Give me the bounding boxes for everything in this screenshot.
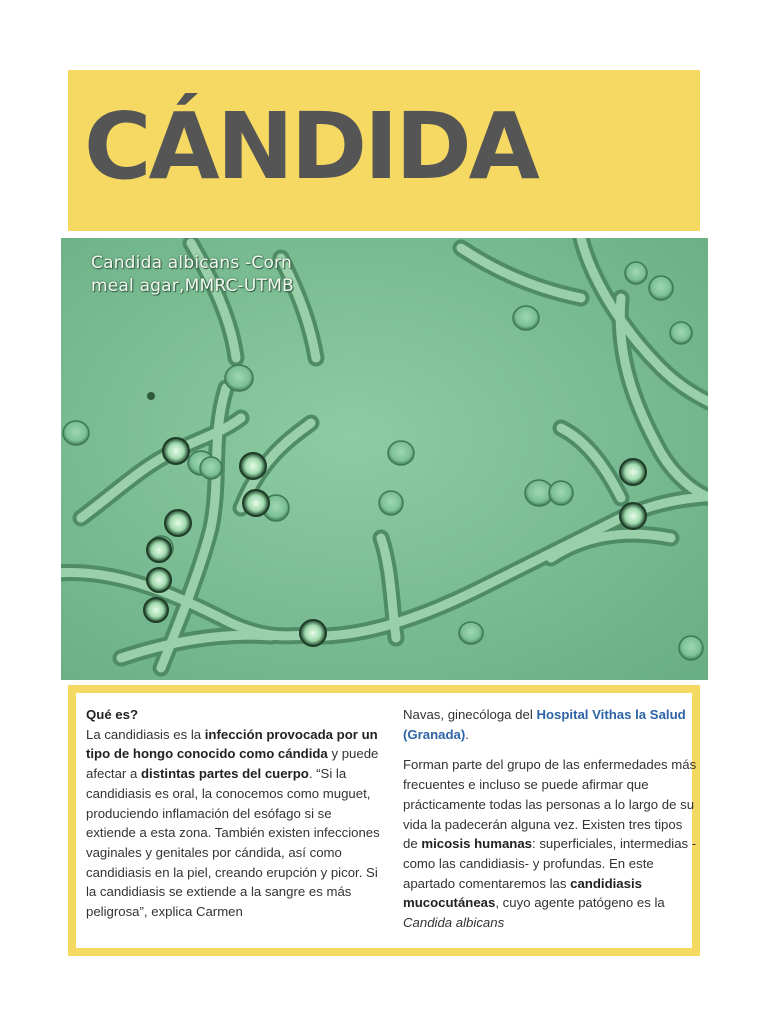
- title-banner: [68, 70, 700, 231]
- right-p2-text-2: : superficiales, intermedias -como las candidiasis- y profundas. En este apartado comentaremos las: [403, 836, 697, 891]
- right-paragraph-2: [403, 755, 699, 932]
- right-p2-text-1: Forman parte del grupo de las enfermedades más frecuentes e incluso se puede afirmar que prácticamente todas las personas a lo largo de su vida la padecerán alguna vez. Existen tres tipos de: [403, 757, 697, 852]
- left-text-3: . “Si la candidiasis es oral, la conocemos como muguet, produciendo inflamación del esófago si se extiende a esta zona. También existen infecciones vaginales y genitales por cándida, así como candidiasis en la piel, creando erupción y picor. Si la candidiasis se extiende a la sangre es más peligrosa”, explica Carmen: [86, 766, 380, 920]
- article-right-column: [403, 705, 699, 933]
- article-heading: Qué es?: [86, 707, 139, 722]
- right-p1-text-1: Navas, ginecóloga del: [403, 707, 537, 722]
- hospital-link[interactable]: Hospital Vithas la Salud (Granada): [403, 707, 686, 742]
- right-p2-bold-2: candidiasis mucocutáneas: [403, 875, 642, 911]
- right-p2-italic-1: Candida albicans: [403, 915, 505, 931]
- right-p2-bold-1: micosis humanas: [421, 836, 533, 852]
- article-left-column: [86, 705, 384, 922]
- left-bold-1: infección provocada por un tipo de hongo conocido como cándida: [86, 726, 378, 762]
- article-frame: [68, 685, 700, 956]
- photo-caption: [91, 252, 294, 298]
- right-p1-text-2: .: [465, 726, 469, 742]
- article-body: [76, 693, 697, 948]
- left-text-2: y puede afectar a: [86, 746, 379, 782]
- candida-micrograph-image: [61, 238, 708, 680]
- left-text-1: La candidiasis es la: [86, 726, 205, 742]
- photo-caption-line1: Candida albicans -Corn: [91, 253, 292, 273]
- right-paragraph-1: [403, 705, 699, 744]
- right-p2-text-3: , cuyo agente patógeno es la: [495, 895, 665, 911]
- left-bold-2: distintas partes del cuerpo: [140, 766, 309, 782]
- micrograph-illustration: [61, 238, 708, 680]
- photo-caption-line2: meal agar,MMRC-UTMB: [91, 276, 294, 296]
- page-title: CÁNDIDA: [84, 93, 537, 200]
